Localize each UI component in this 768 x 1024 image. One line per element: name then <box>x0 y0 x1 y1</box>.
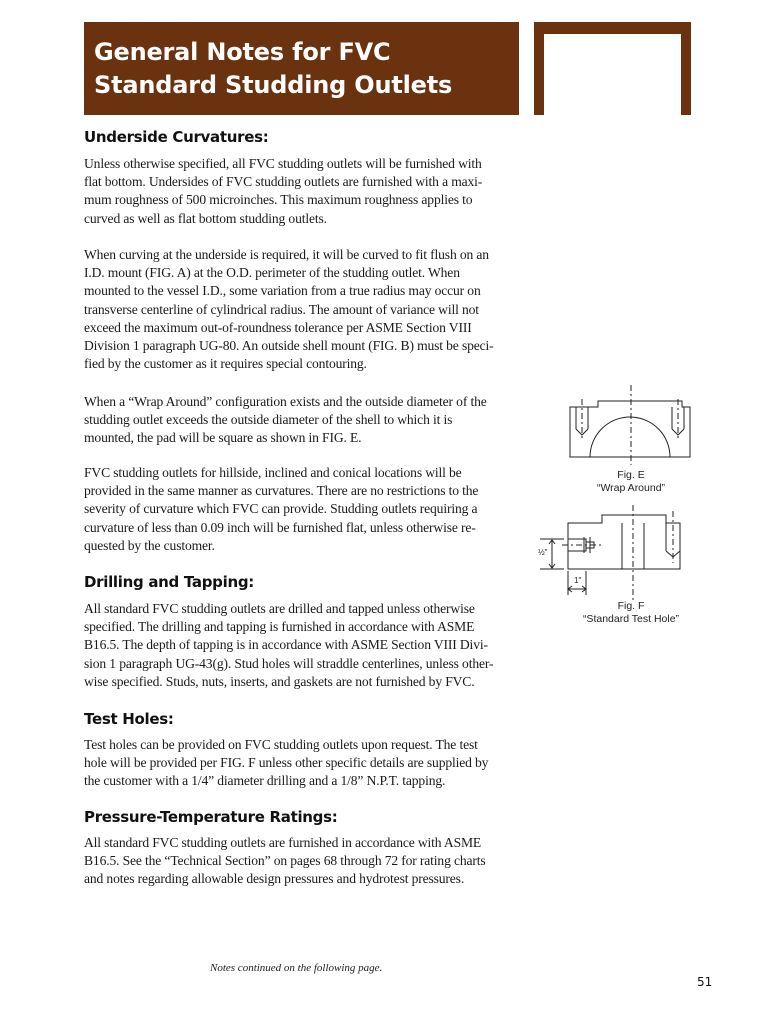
section-tab-marker <box>534 22 691 115</box>
figure-e-label: Fig. E <box>617 469 645 481</box>
figure-e-title: “Wrap Around” <box>596 482 666 494</box>
paragraph-drilling: All standard FVC studding outlets are drilled and tapped unless otherwise specified. The drilling and tapping is furnished in accordance with ASME B16.5. The depth of tapping is in accordance with ASME Section VIII Divi- sion 1 paragraph UG-43(g). Stud holes will straddle centerlines, unless other- wise specified. Studs, nuts, inserts, and gaskets are not furnished by FVC. <box>84 601 494 689</box>
figure-f-dimension-height: ½" <box>538 548 548 557</box>
heading-pressure-temperature: Pressure-Temperature Ratings: <box>84 808 338 826</box>
figure-e-caption <box>541 469 721 495</box>
paragraph-test-holes: Test holes can be provided on FVC studding outlets upon request. The test hole will be provided per FIG. F unless other specific details are supplied by the customer with a 1/4” diameter drilling and a 1/8” N.P.T. tapping. <box>84 737 489 789</box>
section-tab-inner <box>544 34 681 115</box>
heading-drilling-tapping: Drilling and Tapping: <box>84 573 254 591</box>
page-number: 51 <box>697 975 713 989</box>
paragraph-underside-2: When curving at the underside is required, it will be curved to fit flush on an I.D. mount (FIG. A) at the O.D. perimeter of the studding outlet. When mounted to the vessel I.D., some variation from a true radius may occur on transverse centerline of cylindrical radius. The amount of variance will not exceed the maximum out-of-roundness tolerance per ASME Section VIII Division 1 paragraph UG-80. An outside shell mount (FIG. B) must be speci- fied by the customer as it requires special contouring. <box>84 247 494 372</box>
footer-continued-note: Notes continued on the following page. <box>210 962 383 974</box>
paragraph-underside-1: Unless otherwise specified, all FVC studding outlets will be furnished with flat bottom. Undersides of FVC studding outlets are furnished with a maxi- mum roughness of 500 microinches. This maximum roughness applies to curved as well as flat bottom studding outlets. <box>84 156 483 226</box>
page-title: General Notes for FVC Standard Studding Outlets <box>94 38 453 99</box>
paragraph-underside-4: FVC studding outlets for hillside, inclined and conical locations will be provided in the same manner as curvatures. There are no restrictions to the severity of curvature which FVC can provide. Studding outlets requiring a curvature of less than 0.09 inch will be furnished flat, unless otherwise re- quested by the customer. <box>84 465 479 553</box>
figure-e-drawing <box>560 385 710 465</box>
paragraph-pressure-temperature: All standard FVC studding outlets are furnished in accordance with ASME B16.5. See the “Technical Section” on pages 68 through 72 for rating charts and notes regarding allowable design pressures and hydrotest pressures. <box>84 835 486 887</box>
header-banner <box>84 22 519 115</box>
heading-test-holes: Test Holes: <box>84 710 174 728</box>
figure-f-drawing <box>536 505 696 600</box>
figure-f-caption <box>541 600 721 626</box>
paragraph-underside-3: When a “Wrap Around” configuration exists and the outside diameter of the studding outlet exceeds the outside diameter of the shell to which it is mounted, the pad will be square as shown in FIG. E. <box>84 394 487 446</box>
heading-underside-curvatures: Underside Curvatures: <box>84 128 269 146</box>
figure-f-dimension-depth: 1" <box>574 576 582 585</box>
figure-f-label: Fig. F <box>617 600 645 612</box>
figure-f-title: “Standard Test Hole” <box>582 613 680 625</box>
